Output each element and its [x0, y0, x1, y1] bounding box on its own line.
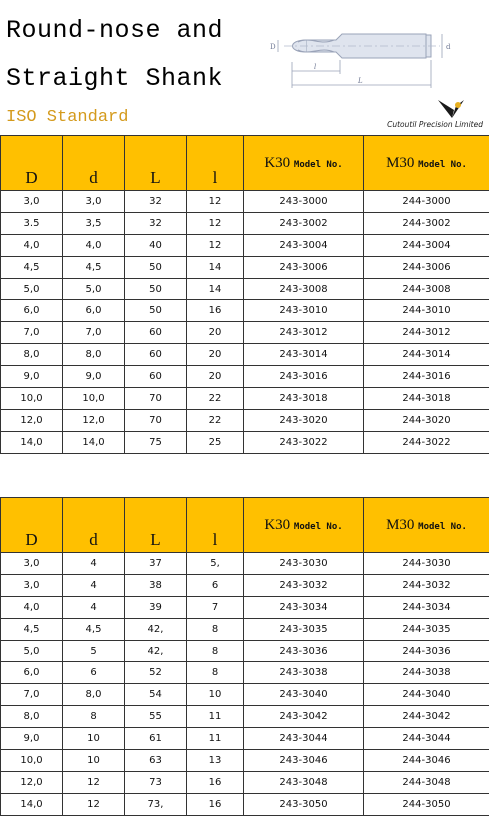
cell-l: 25: [187, 431, 244, 453]
cell-d: 6: [63, 662, 125, 684]
cell-D: 7,0: [1, 684, 63, 706]
cell-d: 12: [63, 793, 125, 815]
cell-k30-model: 243-3020: [244, 409, 364, 431]
cell-L: 70: [125, 409, 187, 431]
cell-m30-model: 244-3016: [364, 366, 489, 388]
cell-d: 5,0: [63, 278, 125, 300]
cell-D: 3,0: [1, 553, 63, 575]
cell-d: 5: [63, 640, 125, 662]
cell-k30-model: 243-3032: [244, 574, 364, 596]
table-header-row: [1, 498, 489, 553]
cell-m30-model: 244-3008: [364, 278, 489, 300]
cell-L: 38: [125, 574, 187, 596]
cell-d: 8,0: [63, 684, 125, 706]
spec-table-2-body: [1, 553, 489, 816]
table-row: [1, 409, 489, 431]
cell-k30-model: 243-3035: [244, 618, 364, 640]
spec-table-1-body: [1, 191, 489, 454]
cell-k30-model: 243-3046: [244, 750, 364, 772]
cell-m30-model: 244-3032: [364, 574, 489, 596]
cell-m30-model: 244-3046: [364, 750, 489, 772]
cell-m30-model: 244-3018: [364, 388, 489, 410]
cell-L: 55: [125, 706, 187, 728]
cell-d: 10: [63, 728, 125, 750]
cell-L: 63: [125, 750, 187, 772]
table-row: [1, 662, 489, 684]
col-header-m30: [364, 136, 489, 191]
cell-d: 4,5: [63, 256, 125, 278]
table-row: [1, 596, 489, 618]
cell-D: 8,0: [1, 706, 63, 728]
cell-l: 16: [187, 300, 244, 322]
model-no-label: Model No.: [418, 522, 467, 532]
cell-k30-model: 243-3006: [244, 256, 364, 278]
table-row: [1, 553, 489, 575]
cell-L: 40: [125, 234, 187, 256]
model-no-label: Model No.: [294, 160, 343, 170]
cell-D: 4,5: [1, 618, 63, 640]
cell-D: 4,5: [1, 256, 63, 278]
cell-d: 7,0: [63, 322, 125, 344]
cell-L: 32: [125, 191, 187, 213]
cell-d: 12: [63, 771, 125, 793]
cell-k30-model: 243-3002: [244, 212, 364, 234]
cell-l: 10: [187, 684, 244, 706]
cell-L: 60: [125, 322, 187, 344]
col-header-L: L: [125, 498, 187, 553]
table-row: [1, 728, 489, 750]
drawing-label-l: l: [314, 63, 316, 71]
cell-l: 16: [187, 793, 244, 815]
cell-D: 10,0: [1, 750, 63, 772]
cell-m30-model: 244-3038: [364, 662, 489, 684]
standard-label: ISO Standard: [6, 108, 128, 127]
cell-k30-model: 243-3042: [244, 706, 364, 728]
cell-k30-model: 243-3044: [244, 728, 364, 750]
col-header-D: D: [1, 498, 63, 553]
cell-m30-model: 244-3000: [364, 191, 489, 213]
model-no-label: Model No.: [418, 160, 467, 170]
grade-label-m30: M30: [386, 155, 414, 171]
model-no-label: Model No.: [294, 522, 343, 532]
cell-l: 16: [187, 771, 244, 793]
cell-L: 32: [125, 212, 187, 234]
cell-d: 12,0: [63, 409, 125, 431]
cell-D: 3,0: [1, 191, 63, 213]
cell-k30-model: 243-3036: [244, 640, 364, 662]
col-header-l: l: [187, 498, 244, 553]
cell-L: 37: [125, 553, 187, 575]
table-row: [1, 793, 489, 815]
cell-d: 3,5: [63, 212, 125, 234]
cell-l: 22: [187, 409, 244, 431]
cell-L: 73,: [125, 793, 187, 815]
title-line-2: Straight Shank: [6, 64, 223, 93]
cell-d: 9,0: [63, 366, 125, 388]
cell-l: 12: [187, 191, 244, 213]
cell-L: 50: [125, 278, 187, 300]
cell-d: 4,5: [63, 618, 125, 640]
table-row: [1, 684, 489, 706]
cell-D: 4,0: [1, 234, 63, 256]
cell-D: 12,0: [1, 771, 63, 793]
cell-d: 14,0: [63, 431, 125, 453]
cell-D: 5,0: [1, 640, 63, 662]
grade-label-k30: K30: [264, 517, 290, 533]
cell-d: 10: [63, 750, 125, 772]
cell-l: 20: [187, 366, 244, 388]
cell-m30-model: 244-3044: [364, 728, 489, 750]
cell-d: 8,0: [63, 344, 125, 366]
cell-k30-model: 243-3034: [244, 596, 364, 618]
cell-m30-model: 244-3012: [364, 322, 489, 344]
table-row: [1, 191, 489, 213]
table-row: [1, 366, 489, 388]
cell-d: 4: [63, 553, 125, 575]
cutoutil-logo-icon: [434, 96, 474, 120]
cell-l: 11: [187, 706, 244, 728]
cell-d: 4,0: [63, 234, 125, 256]
spec-table-2: [0, 497, 489, 816]
cell-D: 4,0: [1, 596, 63, 618]
cell-d: 8: [63, 706, 125, 728]
cell-m30-model: 244-3030: [364, 553, 489, 575]
document-header: [0, 0, 489, 134]
cell-k30-model: 243-3004: [244, 234, 364, 256]
table-row: [1, 771, 489, 793]
col-header-l: l: [187, 136, 244, 191]
cell-l: 6: [187, 574, 244, 596]
cell-D: 9,0: [1, 728, 63, 750]
table-row: [1, 431, 489, 453]
cell-d: 4: [63, 596, 125, 618]
cell-m30-model: 244-3048: [364, 771, 489, 793]
cell-L: 50: [125, 300, 187, 322]
table-header-row: [1, 136, 489, 191]
cell-k30-model: 243-3018: [244, 388, 364, 410]
cell-k30-model: 243-3022: [244, 431, 364, 453]
cell-d: 10,0: [63, 388, 125, 410]
table-row: [1, 574, 489, 596]
cell-m30-model: 244-3002: [364, 212, 489, 234]
cell-D: 10,0: [1, 388, 63, 410]
cell-k30-model: 243-3008: [244, 278, 364, 300]
cell-k30-model: 243-3048: [244, 771, 364, 793]
table-row: [1, 256, 489, 278]
cell-k30-model: 243-3014: [244, 344, 364, 366]
cell-D: 3,0: [1, 574, 63, 596]
table-row: [1, 212, 489, 234]
cell-m30-model: 244-3035: [364, 618, 489, 640]
col-header-L: L: [125, 136, 187, 191]
cell-D: 14,0: [1, 431, 63, 453]
spec-table-1: [0, 135, 489, 454]
cell-l: 20: [187, 344, 244, 366]
cell-d: 4: [63, 574, 125, 596]
col-header-d: d: [63, 498, 125, 553]
cell-m30-model: 244-3022: [364, 431, 489, 453]
table-row: [1, 750, 489, 772]
cell-L: 60: [125, 344, 187, 366]
cell-m30-model: 244-3040: [364, 684, 489, 706]
table-row: [1, 640, 489, 662]
cell-L: 39: [125, 596, 187, 618]
table-row: [1, 706, 489, 728]
end-mill-drawing-icon: [258, 22, 466, 92]
cell-L: 54: [125, 684, 187, 706]
grade-label-m30: M30: [386, 517, 414, 533]
cell-L: 52: [125, 662, 187, 684]
cell-k30-model: 243-3012: [244, 322, 364, 344]
cell-L: 42,: [125, 618, 187, 640]
cell-m30-model: 244-3036: [364, 640, 489, 662]
cell-d: 6,0: [63, 300, 125, 322]
table-row: [1, 344, 489, 366]
table-row: [1, 388, 489, 410]
cell-D: 7,0: [1, 322, 63, 344]
cell-l: 12: [187, 234, 244, 256]
cell-D: 6,0: [1, 662, 63, 684]
cell-L: 75: [125, 431, 187, 453]
cell-k30-model: 243-3000: [244, 191, 364, 213]
cell-m30-model: 244-3050: [364, 793, 489, 815]
grade-label-k30: K30: [264, 155, 290, 171]
cell-L: 42,: [125, 640, 187, 662]
cell-l: 14: [187, 278, 244, 300]
cell-m30-model: 244-3010: [364, 300, 489, 322]
cell-m30-model: 244-3006: [364, 256, 489, 278]
cell-m30-model: 244-3034: [364, 596, 489, 618]
cell-L: 70: [125, 388, 187, 410]
cell-L: 61: [125, 728, 187, 750]
cell-k30-model: 243-3050: [244, 793, 364, 815]
cell-k30-model: 243-3016: [244, 366, 364, 388]
cell-D: 5,0: [1, 278, 63, 300]
col-header-d: d: [63, 136, 125, 191]
cell-l: 11: [187, 728, 244, 750]
cell-l: 14: [187, 256, 244, 278]
cell-k30-model: 243-3010: [244, 300, 364, 322]
col-header-k30: [244, 136, 364, 191]
table-row: [1, 278, 489, 300]
cell-m30-model: 244-3004: [364, 234, 489, 256]
col-header-k30: [244, 498, 364, 553]
cell-l: 13: [187, 750, 244, 772]
cell-k30-model: 243-3030: [244, 553, 364, 575]
table-row: [1, 300, 489, 322]
drawing-label-L: L: [357, 77, 363, 85]
cell-l: 12: [187, 212, 244, 234]
cell-L: 50: [125, 256, 187, 278]
cell-m30-model: 244-3014: [364, 344, 489, 366]
title-line-1: Round-nose and: [6, 16, 223, 45]
cell-l: 8: [187, 662, 244, 684]
cell-D: 14,0: [1, 793, 63, 815]
cell-D: 8,0: [1, 344, 63, 366]
table-row: [1, 618, 489, 640]
cell-l: 8: [187, 618, 244, 640]
table-row: [1, 234, 489, 256]
col-header-D: D: [1, 136, 63, 191]
cell-D: 3.5: [1, 212, 63, 234]
cell-D: 12,0: [1, 409, 63, 431]
table-row: [1, 322, 489, 344]
drawing-label-d: d: [446, 43, 451, 51]
cell-l: 22: [187, 388, 244, 410]
cell-l: 5,: [187, 553, 244, 575]
cell-m30-model: 244-3020: [364, 409, 489, 431]
cell-L: 73: [125, 771, 187, 793]
drawing-label-D: D: [270, 43, 276, 51]
company-name: Cutoutil Precision Limited: [387, 120, 483, 129]
cell-l: 7: [187, 596, 244, 618]
cell-k30-model: 243-3040: [244, 684, 364, 706]
cell-l: 8: [187, 640, 244, 662]
cell-l: 20: [187, 322, 244, 344]
cell-m30-model: 244-3042: [364, 706, 489, 728]
cell-D: 6,0: [1, 300, 63, 322]
col-header-m30: [364, 498, 489, 553]
cell-k30-model: 243-3038: [244, 662, 364, 684]
cell-D: 9,0: [1, 366, 63, 388]
cell-L: 60: [125, 366, 187, 388]
cell-d: 3,0: [63, 191, 125, 213]
